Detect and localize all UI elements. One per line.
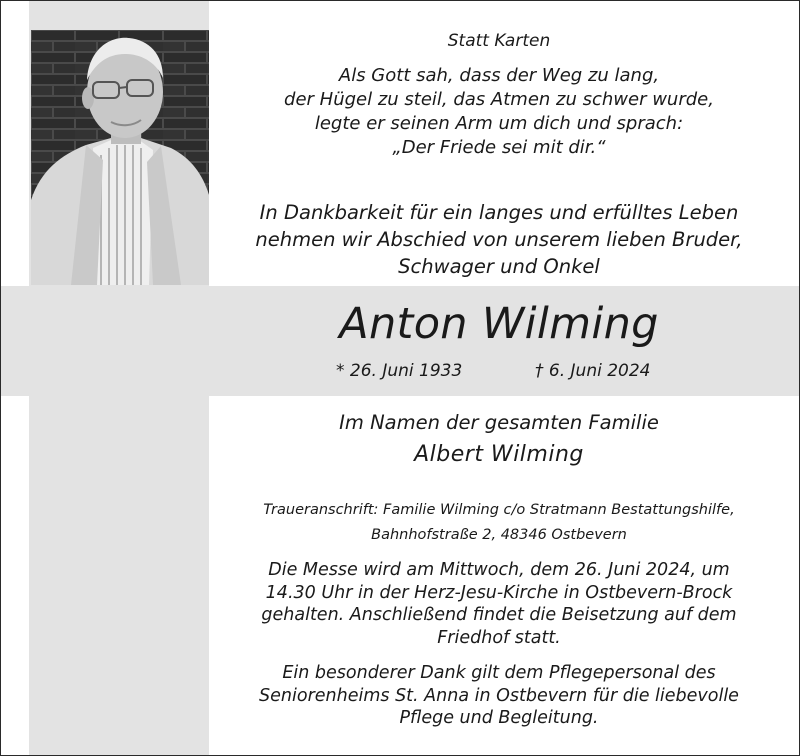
thanks-line: Seniorenheims St. Anna in Ostbevern für die liebevolle [259, 685, 739, 706]
thanks-note [213, 662, 785, 730]
portrait-photo [31, 30, 209, 285]
verse-line: legte er seinen Arm um dich und sprach: [314, 113, 684, 134]
family-signature: Albert Wilming [414, 442, 584, 467]
family-intro: Im Namen der gesamten Familie [339, 411, 659, 434]
mass-line: Die Messe wird am Mittwoch, dem 26. Juni 2024, um [268, 560, 730, 580]
intro-block [213, 29, 785, 160]
gratitude-line: Schwager und Onkel [398, 255, 600, 278]
notice-heading: Statt Karten [447, 31, 551, 51]
thanks-line: Pflege und Begleitung. [399, 708, 599, 728]
verse-line: der Hügel zu steil, das Atmen zu schwer wurde, [284, 89, 714, 110]
gratitude-line: In Dankbarkeit für ein langes und erfülltes Leben [259, 201, 739, 224]
gratitude-line: nehmen wir Abschied von unserem lieben Bruder, [255, 228, 743, 251]
gratitude-block [213, 199, 785, 280]
address-line: Bahnhofstraße 2, 48346 Ostbevern [371, 527, 627, 543]
death-date: † 6. Juni 2024 [535, 361, 651, 381]
mass-line: 14.30 Uhr in der Herz-Jesu-Kirche in Ostbevern-Brock [265, 582, 733, 603]
thanks-line: Ein besonderer Dank gilt dem Pflegepersonal des [282, 663, 716, 683]
verse-line: Als Gott sah, dass der Weg zu lang, [338, 65, 660, 86]
mass-line: gehalten. Anschließend findet die Beisetzung auf dem [261, 605, 737, 625]
mourning-address [213, 498, 785, 548]
birth-date: * 26. Juni 1933 [336, 361, 463, 381]
deceased-name: Anton Wilming [339, 299, 659, 349]
mass-line: Friedhof statt. [437, 627, 561, 648]
mass-info [213, 559, 785, 649]
verse-line: „Der Friede sei mit dir.“ [392, 137, 606, 158]
address-line: Traueranschrift: Familie Wilming c/o Stratmann Bestattungshilfe, [263, 502, 735, 518]
